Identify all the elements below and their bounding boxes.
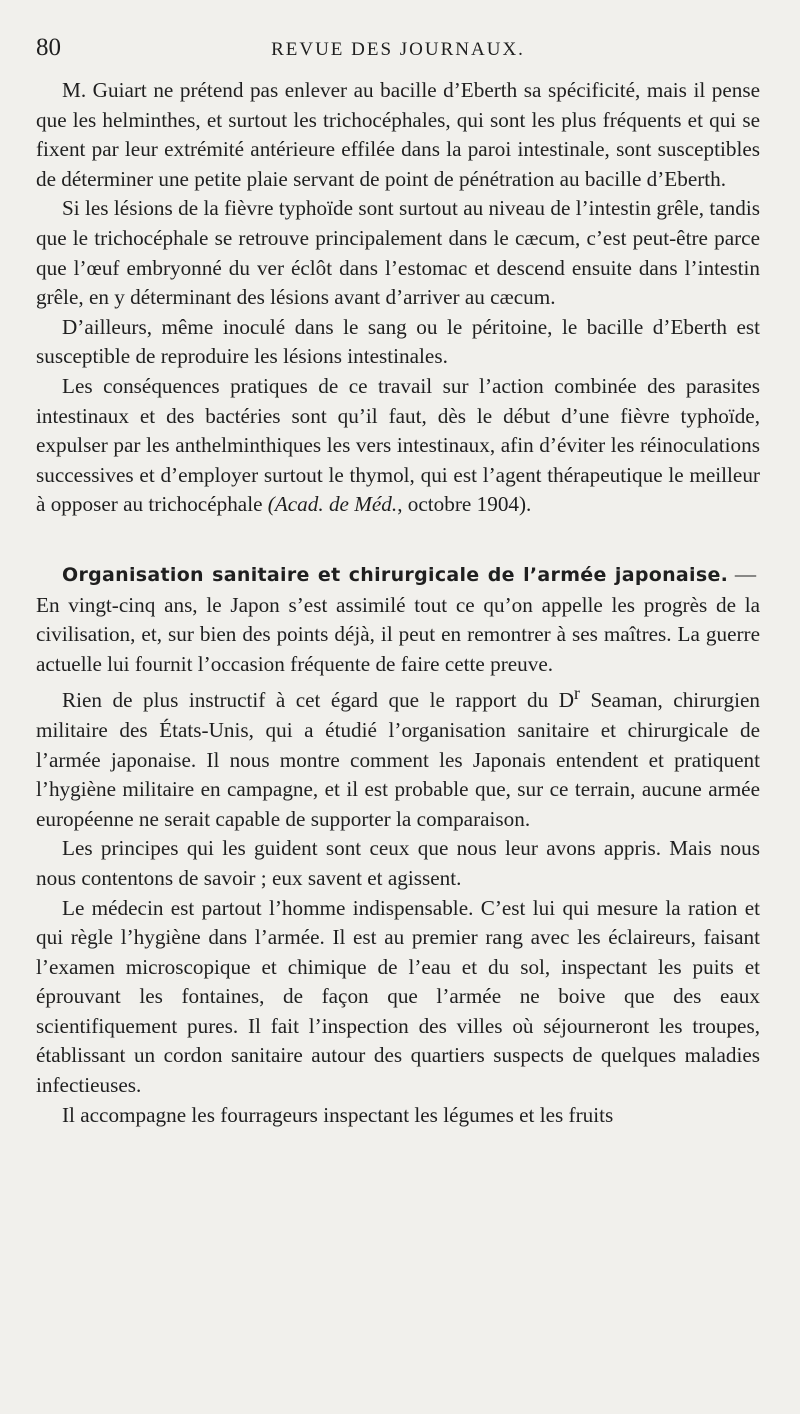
page-number: 80 — [36, 34, 61, 61]
running-title: REVUE DES JOURNAUX. — [271, 39, 525, 60]
section-intro — [36, 560, 760, 679]
seaman-after: Seaman, chirurgien militaire des États-Unis, qui a étudié l’organisation sanitaire et chirurgicale de l’armée japonaise. Il nous montre comment les Japonais entendent et pratiquent l’hygiène militaire en campagne, et il est probable que, sur ce terrain, aucune armée européenne ne serait capable de supporter la comparaison. — [36, 688, 760, 831]
section-heading: Organisation sanitaire et chirurgicale de l’armée japonaise. — [62, 563, 729, 586]
paragraph-medecin: Le médecin est partout l’homme indispensable. C’est lui qui mesure la ration et qui règle l’hygiène dans l’armée. Il est au premier rang avec les éclaireurs, faisant l’examen microscopique et chimique de l’eau et du sol, inspectant les puits et éprouvant les fontaines, de façon que l’armée ne boive que des eaux scientifiquement pures. Il fait l’inspection des villes où séjourneront les troupes, établissant un cordon sanitaire autour des quartiers suspects de quelques maladies infectieuses. — [36, 895, 760, 1098]
citation-date: , octobre 1904). — [397, 492, 532, 517]
paragraph-lesions: Si les lésions de la fièvre typhoïde sont surtout au niveau de l’intestin grêle, tandis que le trichocéphale se retrouve principalement dans le cæcum, c’est peut-être parce que l’œuf embryonné du ver éclôt dans l’estomac et descend ensuite dans l’intestin grêle, en y déterminant des lésions avant d’arriver au cæcum. — [36, 196, 760, 310]
article-body — [36, 76, 760, 1130]
citation: (Acad. de Méd. — [267, 492, 398, 517]
page-header — [36, 34, 760, 76]
paragraph-inoculation: D’ailleurs, même inoculé dans le sang ou le péritoine, le bacille d’Eberth est susceptible de reproduire les lésions intestinales. — [36, 314, 760, 369]
heading-dash: — — [734, 561, 757, 586]
seaman-sup: r — [574, 683, 580, 704]
paragraph-seaman — [36, 679, 760, 834]
consequences-text: Les conséquences pratiques de ce travail sur l’action combinée des parasites intestinaux et des bactéries sont qu’il faut, dès le début d’une fièvre typhoïde, expulser par les anthelminthiques les vers intestinaux, afin d’éviter les réinoculations successives et d’employer surtout le thymol, qui est l’agent thérapeutique le meilleur à opposer au trichocéphale — [36, 373, 760, 517]
section-lead: En vingt-cinq ans, le Japon s’est assimilé tout ce qu’on appelle les progrès de la civilisation, et, sur bien des points déjà, il peut en remontrer à ses maîtres. La guerre actuelle lui fournit l’occasion fréquente de faire cette preuve. — [36, 592, 760, 676]
paragraph-consequences — [36, 372, 760, 520]
paragraph-principes: Les principes qui les guident sont ceux que nous leur avons appris. Mais nous nous contentons de savoir ; eux savent et agissent. — [36, 836, 760, 890]
section-divider — [36, 520, 760, 560]
seaman-before: Rien de plus instructif à cet égard que le rapport du D — [62, 688, 575, 713]
paragraph-guiart: M. Guiart ne prétend pas enlever au bacille d’Eberth sa spécificité, mais il pense que les helminthes, et surtout les trichocéphales, qui sont les plus fréquents et qui se fixent par leur extrémité antérieure effilée dans la paroi intestinale, sont susceptibles de déterminer une petite plaie servant de point de pénétration au bacille d’Eberth. — [36, 78, 760, 191]
paragraph-fourrageurs: Il accompagne les fourrageurs inspectant les légumes et les fruits — [62, 1102, 614, 1127]
